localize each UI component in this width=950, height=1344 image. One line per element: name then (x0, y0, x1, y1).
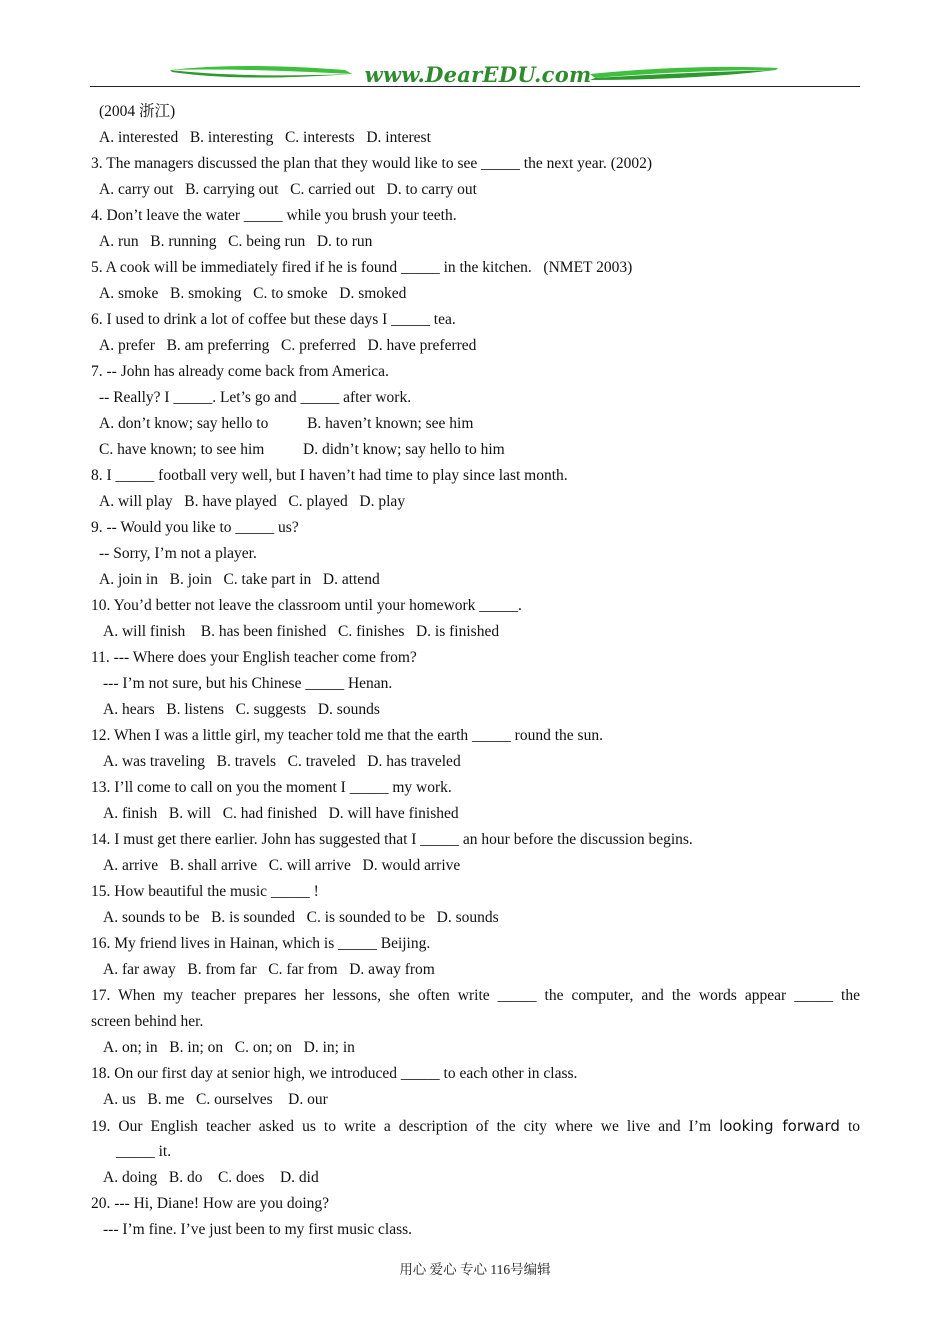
question-6: 6. I used to drink a lot of coffee but these days I _____ tea. (91, 311, 456, 328)
question-19-continued: _____ it. (116, 1143, 172, 1160)
options-line: A. hears B. listens C. suggests D. sounds (103, 701, 380, 718)
question-8: 8. I _____ football very well, but I haven’t had time to play since last month. (91, 467, 568, 484)
exercise-content (91, 99, 860, 1243)
header-divider (90, 86, 860, 87)
dialogue-line: -- Sorry, I’m not a player. (99, 545, 257, 562)
options-line: A. will finish B. has been finished C. finishes D. is finished (103, 623, 500, 640)
options-line: A. on; in B. in; on C. on; on D. in; in (103, 1039, 355, 1056)
options-line: A. smoke B. smoking C. to smoke D. smoked (99, 285, 407, 302)
dialogue-line: --- I’m fine. I’ve just been to my first music class. (103, 1221, 413, 1238)
question-10: 10. You’d better not leave the classroom until your homework _____. (91, 597, 522, 614)
question-17: 17. When my teacher prepares her lessons, she often write _____ the computer, and the words appear _____ the (91, 987, 860, 1004)
options-line: A. will play B. have played C. played D. play (99, 493, 406, 510)
options-line: A. sounds to be B. is sounded C. is sounded to be D. sounds (103, 909, 499, 926)
question-14: 14. I must get there earlier. John has suggested that I _____ an hour before the discussion begins. (91, 831, 693, 848)
question-16: 16. My friend lives in Hainan, which is _____ Beijing. (91, 935, 431, 952)
question-9: 9. -- Would you like to _____ us? (91, 519, 299, 536)
source-note: (2004 浙江) (99, 103, 176, 120)
question-13: 13. I’ll come to call on you the moment I _____ my work. (91, 779, 452, 796)
options-line: A. interested B. interesting C. interests D. interest (99, 129, 431, 146)
question-18: 18. On our first day at senior high, we introduced _____ to each other in class. (91, 1065, 578, 1082)
question-20: 20. --- Hi, Diane! How are you doing? (91, 1195, 330, 1212)
question-17-continued: screen behind her. (91, 1013, 204, 1030)
question-15: 15. How beautiful the music _____ ! (91, 883, 319, 900)
options-line: A. don’t know; say hello to B. haven’t known; see him (99, 415, 474, 432)
question-3: 3. The managers discussed the plan that they would like to see _____ the next year. (2002) (91, 155, 653, 172)
question-19-end: to (847, 1118, 861, 1135)
dialogue-line: --- I’m not sure, but his Chinese _____ Henan. (103, 675, 393, 692)
options-line: A. far away B. from far C. far from D. away from (103, 961, 435, 978)
options-line: A. run B. running C. being run D. to run (99, 233, 373, 250)
options-line: A. us B. me C. ourselves D. our (103, 1091, 328, 1108)
page-footer: 用心 爱心 专心 116号编辑 (399, 1262, 551, 1277)
options-line: A. doing B. do C. does D. did (103, 1169, 319, 1186)
dialogue-line: -- Really? I _____. Let’s go and _____ after work. (99, 389, 412, 406)
question-5: 5. A cook will be immediately fired if he is found _____ in the kitchen. (NMET 2003) (91, 259, 633, 276)
question-19-phrase: looking forward (719, 1117, 840, 1135)
options-line: A. was traveling B. travels C. traveled D. has traveled (103, 753, 461, 770)
question-7: 7. -- John has already come back from America. (91, 363, 389, 380)
site-logo-text[interactable]: www.DearEDU.com (364, 62, 592, 87)
options-line: A. arrive B. shall arrive C. will arrive D. would arrive (103, 857, 461, 874)
question-11: 11. --- Where does your English teacher come from? (91, 649, 417, 666)
question-19 (91, 1113, 860, 1139)
options-line: A. prefer B. am preferring C. preferred D. have preferred (99, 337, 477, 354)
options-line: C. have known; to see him D. didn’t know; say hello to him (99, 441, 505, 458)
options-line: A. join in B. join C. take part in D. attend (99, 571, 380, 588)
question-19-text: 19. Our English teacher asked us to write a description of the city where we live and I’m (91, 1118, 712, 1135)
options-line: A. finish B. will C. had finished D. will have finished (103, 805, 459, 822)
question-4: 4. Don’t leave the water _____ while you brush your teeth. (91, 207, 457, 224)
options-line: A. carry out B. carrying out C. carried out D. to carry out (99, 181, 477, 198)
question-12: 12. When I was a little girl, my teacher told me that the earth _____ round the sun. (91, 727, 603, 744)
